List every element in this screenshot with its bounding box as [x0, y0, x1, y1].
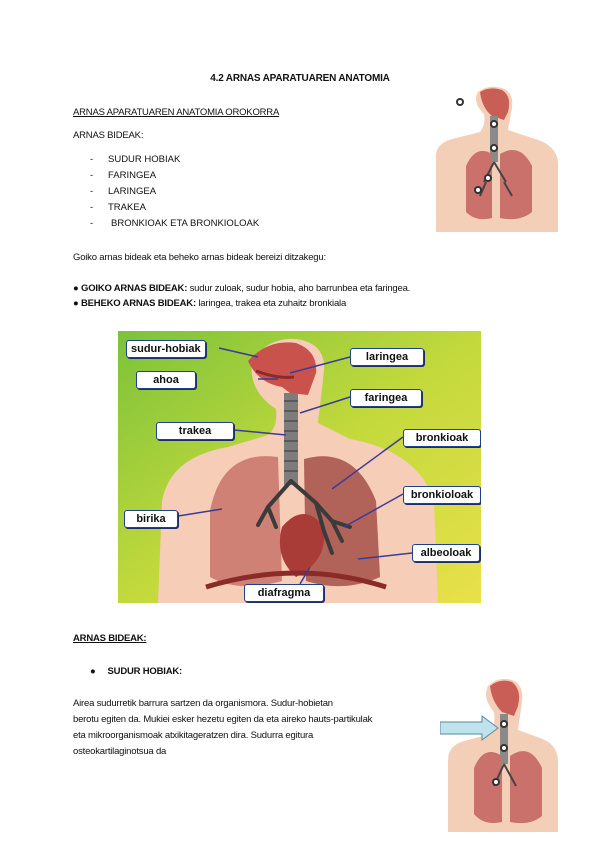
label-bronkioak: bronkioak — [403, 429, 481, 447]
paragraph-line: osteokartilaginotsua da — [73, 746, 167, 757]
label-bronkioloak: bronkioloak — [403, 486, 481, 504]
sudur-hobiak-bullet: ● SUDUR HOBIAK: — [90, 666, 182, 677]
label-faringea: faringea — [350, 389, 422, 407]
list-item: - LARINGEA — [90, 186, 157, 197]
lower-airways-line: ● BEHEKO ARNAS BIDEAK: laringea, trakea eta zuhaitz bronkiala — [73, 298, 347, 309]
intro-text: Goiko arnas bideak eta beheko arnas bideak bereizi ditzakegu: — [73, 252, 326, 263]
respiratory-diagram — [118, 331, 481, 603]
label-trakea: trakea — [156, 422, 234, 440]
section-subtitle: ARNAS APARATUAREN ANATOMIA OROKORRA — [73, 107, 280, 118]
label-sudur-hobiak: sudur-hobiak — [126, 340, 206, 358]
label-albeoloak: albeoloak — [412, 544, 480, 562]
list-item: - BRONKIOAK ETA BRONKIOLOAK — [90, 218, 260, 229]
page-title: 4.2 ARNAS APARATUAREN ANATOMIA — [210, 73, 390, 84]
label-birika: birika — [124, 510, 178, 528]
paragraph-line: Airea sudurretik barrura sartzen da organismora. Sudur-hobietan — [73, 698, 333, 709]
list-item: - TRAKEA — [90, 202, 147, 213]
paragraph-line: berotu egiten da. Mukiei esker hezetu egiten da eta aireko hauts-partikulak — [73, 714, 373, 725]
list-item: - SUDUR HOBIAK — [90, 154, 181, 165]
label-diafragma: diafragma — [244, 584, 324, 602]
bideak-heading: ARNAS BIDEAK: — [73, 130, 144, 141]
list-item: - FARINGEA — [90, 170, 157, 181]
upper-airways-line: ● GOIKO ARNAS BIDEAK: sudur zuloak, sudur hobia, aho barrunbea eta faringea. — [73, 283, 411, 294]
paragraph-line: eta mikroorganismoak atxikitageratzen dira. Sudurra egitura — [73, 730, 314, 741]
label-ahoa: ahoa — [136, 371, 196, 389]
respiratory-illustration-top — [436, 86, 562, 232]
label-laringea: laringea — [350, 348, 424, 366]
section2-heading: ARNAS BIDEAK: — [73, 633, 147, 644]
respiratory-illustration-bottom — [440, 672, 560, 832]
